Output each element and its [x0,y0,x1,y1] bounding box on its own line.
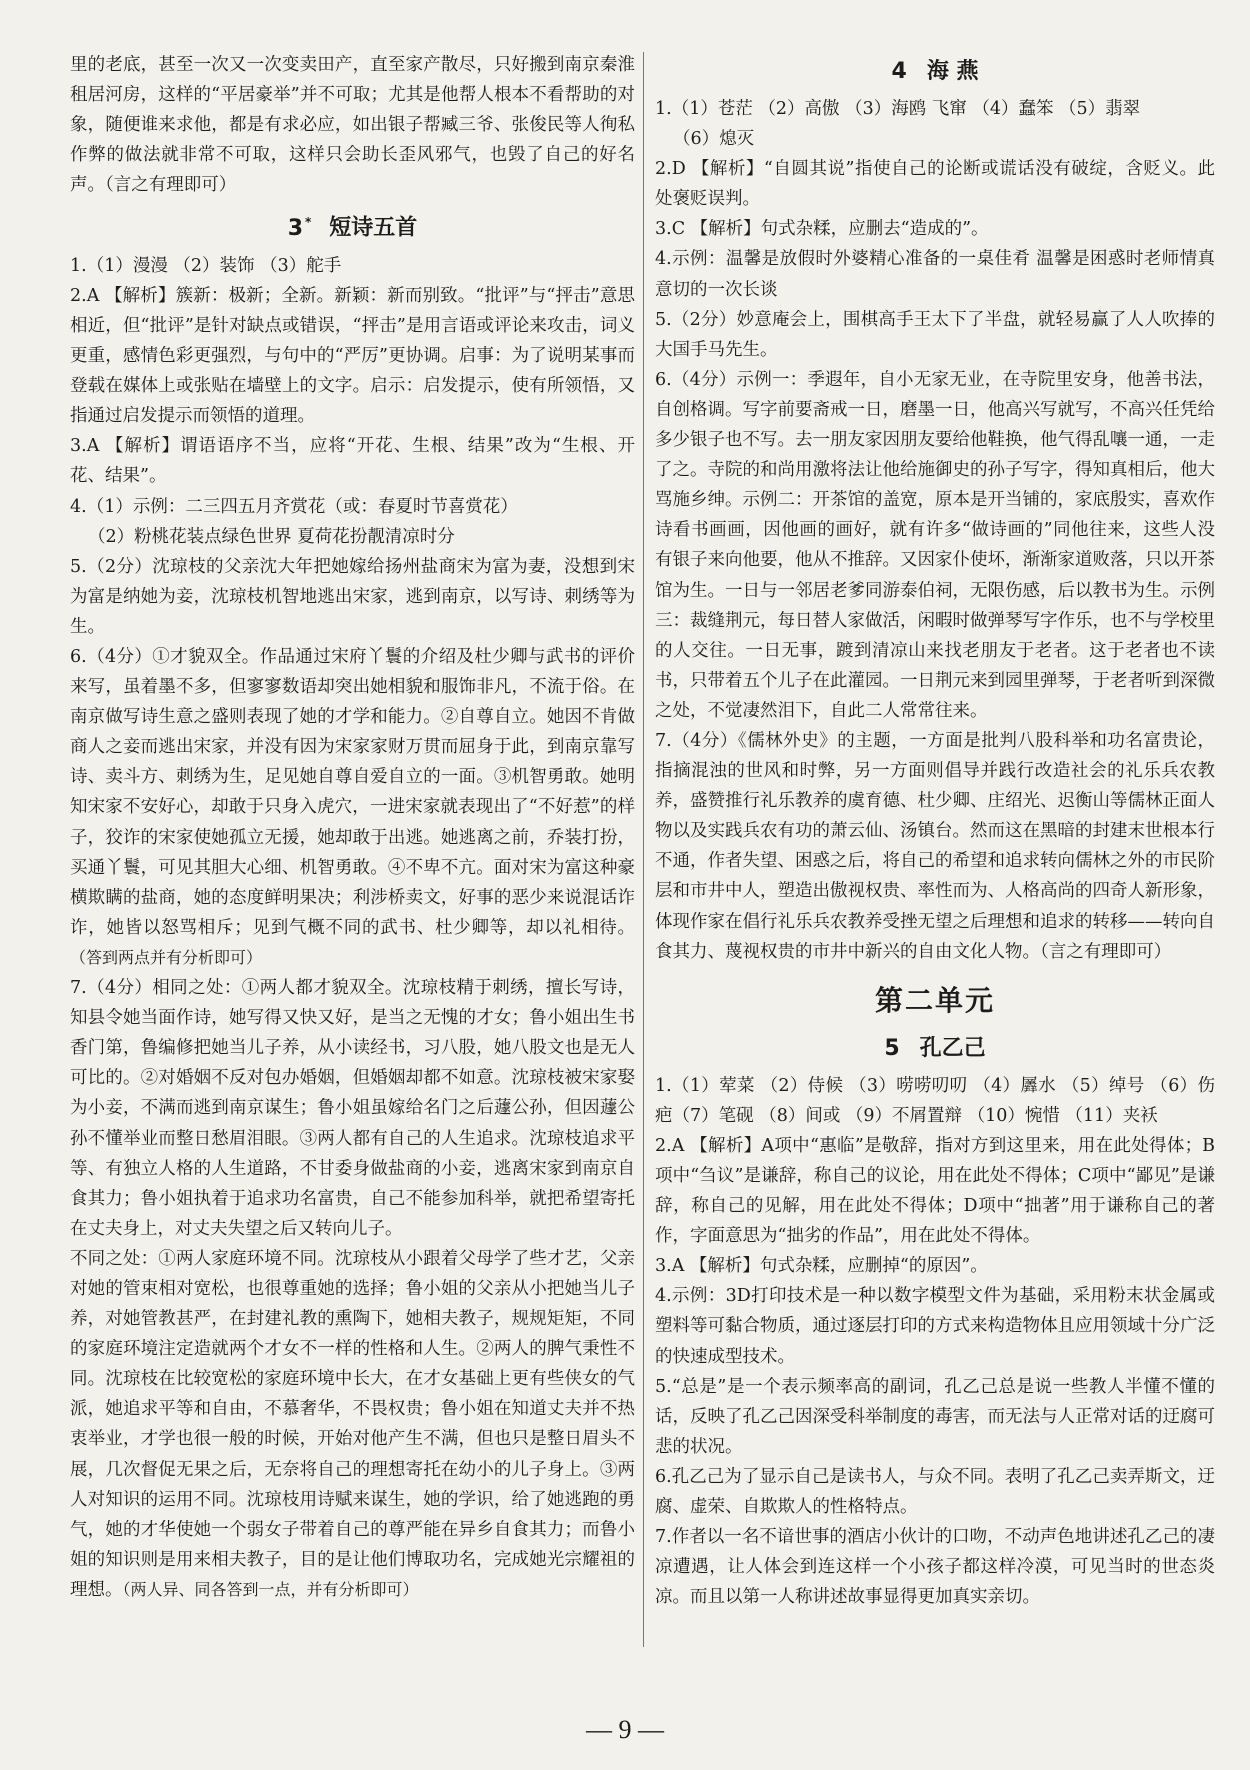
section-number: 3 [287,215,303,241]
section-title: 短诗五首 [329,215,418,241]
answer-item: 7.作者以一名不谙世事的酒店小伙计的口吻，不动声色地讲述孔乙己的凄凉遭遇，让人体会到连这样一个小孩子都这样冷漠，可见当时的世态炎凉。而且以第一人称讲述故事显得更加真实亲切。 [655,1527,1215,1608]
answer-item: 5.（2分）妙意庵会上，围棋高手王太下了半盘，就轻易赢了人人吹捧的大国手马先生。 [655,309,1215,360]
answer-text: 不同之处：①两人家庭环境不同。沈琼枝从小跟着父母学了些才艺，父亲对她的管束相对宽松，也很尊重她的选择；鲁小姐的父亲从小把她当儿子养，对她管教甚严，在封建礼教的熏陶下，她相夫教子，规规矩矩，不同的家庭环境注定造就两个才女不一样的性格和人生。②两人的脾气秉性不同。沈琼枝在比较宽松的家庭环境中长大，在才女基础上更有些侠女的气派，她追求平等和自由，不慕奢华，不畏权贵；鲁小姐在知道丈夫并不热衷举业，才学也很一般的时候，开始对他产生不满，但也只是整日眉头不展，几次督促无果之后，无奈将自己的理想寄托在幼小的儿子身上。③两人对知识的运用不同。沈琼枝用诗赋来谋生，她的学识，给了她逃跑的勇气，她的才华使她一个弱女子带着自己的尊严能在异乡自食其力；而鲁小姐的知识则是用来相夫教子，目的是让他们博取功名，完成她光宗耀祖的理想。 [70,1248,635,1600]
answer-item: 1.（1）荤菜 （2）侍候 （3）唠唠叨叨 （4）羼水 （5）绰号 （6）伤疤（7）笔砚 （8）间或 （9）不屑置辩 （10）惋惜 （11）夹袄 [655,1075,1215,1126]
answer-item: 2.D 【解析】“自圆其说”指使自己的论断或谎话没有破绽，含贬义。此处褒贬误判。 [655,159,1215,210]
answer-item: 5.（2分）沈琼枝的父亲沈大年把她嫁给扬州盐商宋为富为妻，没想到宋为富是纳她为妾，沈琼枝机智地逃出宋家，逃到南京，以写诗、刺绣等为生。 [70,556,635,637]
section-heading-5 [655,1029,1215,1069]
answer-item: 1.（1）漫漫 （2）装饰 （3）舵手 [70,255,342,276]
answer-item: 7.（4分）《儒林外史》的主题，一方面是批判八股科举和功名富贵论，指摘混浊的世风和时弊，另一方面则倡导并践行改造社会的礼乐兵农教养，盛赞推行礼乐教养的虞育德、杜少卿、庄绍光、迟衡山等儒林正面人物以及实践兵农有功的萧云仙、汤镇台。然而这在黑暗的封建末世根本行不通，作者失望、困惑之后，将自己的希望和追求转向儒林之外的市民阶层和市井中人，塑造出傲视权贵、率性而为、人格高尚的四奇人新形象，体现作家在倡行礼乐兵农教养受挫无望之后理想和追求的转移——转向自食其力、蔑视权贵的市井中新兴的自由文化人物。（言之有理即可） [655,730,1215,962]
column-divider [643,52,644,1647]
answer-item: 3.C 【解析】句式杂糅，应删去“造成的”。 [655,219,989,240]
answer-note: （答到两点并有分析即可） [70,947,263,967]
section-heading-3 [70,202,635,248]
answer-item: 2.A 【解析】簇新：极新；全新。新颖：新而别致。“批评”与“抨击”意思相近，但“批评”是针对缺点或错误，“抨击”是用言语或评论来攻击，词义更重，感情色彩更强烈，与句中的“严厉”更协调。启事：为了说明某事而登载在媒体上或张贴在墙壁上的文字。启示：启发提示，使有所领悟，又指通过启发提示而领悟的道理。 [70,285,635,427]
answer-item: 4.（1）示例：二三四五月齐赏花（或：春夏时节喜赏花） [70,496,518,517]
section-heading-4 [655,52,1215,92]
section-star: * [305,215,312,230]
answer-item: 3.A 【解析】句式杂糅，应删掉“的原因”。 [655,1256,988,1277]
page-number: — 9 — [586,1715,664,1744]
unit-heading: 第二单元 [874,983,995,1017]
section-number: 4 [891,59,907,84]
answer-item: 4.示例：3D打印技术是一种以数字模型文件为基础，采用粉末状金属或塑料等可黏合物质，通过逐层打印的方式来构造物体且应用领域十分广泛的快速成型技术。 [655,1286,1215,1367]
left-column [70,50,635,1605]
answer-item: 5.“总是”是一个表示频率高的副词，孔乙己总是说一些教人半懂不懂的话，反映了孔乙己因深受科举制度的毒害，而无法与人正常对话的迂腐可悲的状况。 [655,1376,1215,1457]
answer-item [70,1244,635,1605]
right-column [655,50,1215,1612]
section-title: 海 燕 [926,59,979,84]
answer-note: （两人异、同各答到一点，并有分析即可） [122,1579,419,1599]
answer-item: 2.A 【解析】A项中“惠临”是敬辞，指对方到这里来，用在此处得体；B项中“刍议”是谦辞，称自己的议论，用在此处不得体；C项中“鄙见”是谦辞，称自己的见解，用在此处不得体；D项中“拙著”用于谦称自己的著作，字面意思为“拙劣的作品”，用在此处不得体。 [655,1135,1215,1247]
answer-item: （6）熄灭 [673,129,755,150]
answer-text: 6.（4分）①才貌双全。作品通过宋府丫鬟的介绍及杜少卿与武书的评价来写，虽着墨不多，但寥寥数语却突出她相貌和服饰非凡，不流于俗。在南京做写诗生意之盛则表现了她的才学和能力。②自尊自立。她因不肯做商人之妾而逃出宋家，并没有因为宋家家财万贯而屈身于此，到南京靠写诗、卖斗方、刺绣为生，足见她自尊自爱自立的一面。③机智勇敢。她明知宋家不安好心，却敢于只身入虎穴，一进宋家就表现出了“不好惹”的样子，狡诈的宋家使她孤立无援，她却敢于出逃。她逃离之前，乔装打扮，买通丫鬟，可见其胆大心细、机智勇敢。④不卑不亢。面对宋为富这种豪横欺瞒的盐商，她的态度鲜明果决；利涉桥卖文，好事的恶少来说混话诈诈，她皆以怒骂相斥；见到气概不同的武书、杜少卿等，却以礼相待。 [70,647,635,938]
answer-item: 3.A 【解析】谓语语序不当，应将“开花、生根、结果”改为“生根、开花、结果”。 [70,436,635,487]
paragraph-continued: 里的老底，甚至一次又一次变卖田产，直至家产散尽，只好搬到南京秦淮租居河房，这样的“平居豪举”并不可取；尤其是他帮人根本不看帮助的对象，随便谁来求他，都是有求必应，如出银子帮臧三爷、张俊民等人徇私作弊的做法就非常不可取，这样只会助长歪风邪气，也毁了自己的好名声。（言之有理即可） [70,55,635,196]
answer-item: 6.（4分）示例一：季遐年，自小无家无业，在寺院里安身，他善书法，自创格调。写字前要斋戒一日，磨墨一日，他高兴写就写，不高兴任凭给多少银子也不写。去一朋友家因朋友要给他鞋换，他气得乱嚷一通，一走了之。寺院的和尚用激将法让他给施御史的孙子写字，得知真相后，他大骂施乡绅。示例二：开茶馆的盖宽，原本是开当铺的，家底殷实，喜欢作诗看书画画，因他画的画好，就有许多“做诗画的”同他往来，这些人没有银子来向他要，他从不推辞。又因家仆使坏，渐渐家道败落，只以开茶馆为生。一日与一邻居老爹同游泰伯祠，无限伤感，后以教书为生。示例三：裁缝荆元，每日替人家做活，闲暇时做弹琴写字作乐，也不与学校里的人交往。一日无事，踱到清凉山来找老朋友于老者。这于老者也不读书，只带着五个儿子在此灌园。一日荆元来到园里弹琴，于老者听到深微之处，不觉凄然泪下，自此二人常常往来。 [655,369,1215,721]
answer-item: （2）粉桃花装点绿色世界 夏荷花扮靓清凉时分 [88,526,455,547]
answer-item: 6.孔乙己为了显示自己是读书人，与众不同。表明了孔乙己卖弄斯文，迂腐、虚荣、自欺欺人的性格特点。 [655,1466,1215,1518]
section-title: 孔乙己 [919,1035,986,1061]
section-number: 5 [884,1035,900,1061]
answer-item: 7.（4分）相同之处：①两人都才貌双全。沈琼枝精于刺绣，擅长写诗，知县令她当面作诗，她写得又快又好，是当之无愧的才女；鲁小姐出生书香门第，鲁编修把她当儿子养，从小读经书，习八股，她八股文也是无人可比的。②对婚姻不反对包办婚姻，但婚姻却都不如意。沈琼枝被宋家娶为小妾，不满而逃到南京谋生；鲁小姐虽嫁给名门之后蘧公孙，但因蘧公孙不懂举业而整日愁眉泪眼。③两人都有自己的人生追求。沈琼枝追求平等、有独立人格的人生道路，不甘委身做盐商的小妾，逃离宋家到南京自食其力；鲁小姐执着于追求功名富贵，自己不能参加科举，就把希望寄托在丈夫身上，对丈夫失望之后又转向儿子。 [70,978,635,1239]
answer-item: 4.示例：温馨是放假时外婆精心准备的一桌佳肴 温馨是困惑时老师情真意切的一次长谈 [655,249,1215,300]
answer-item [70,642,635,973]
answer-item: 1.（1）苍茫 （2）高傲 （3）海鸥 飞窜 （4）蠢笨 （5）翡翠 [655,99,1141,119]
